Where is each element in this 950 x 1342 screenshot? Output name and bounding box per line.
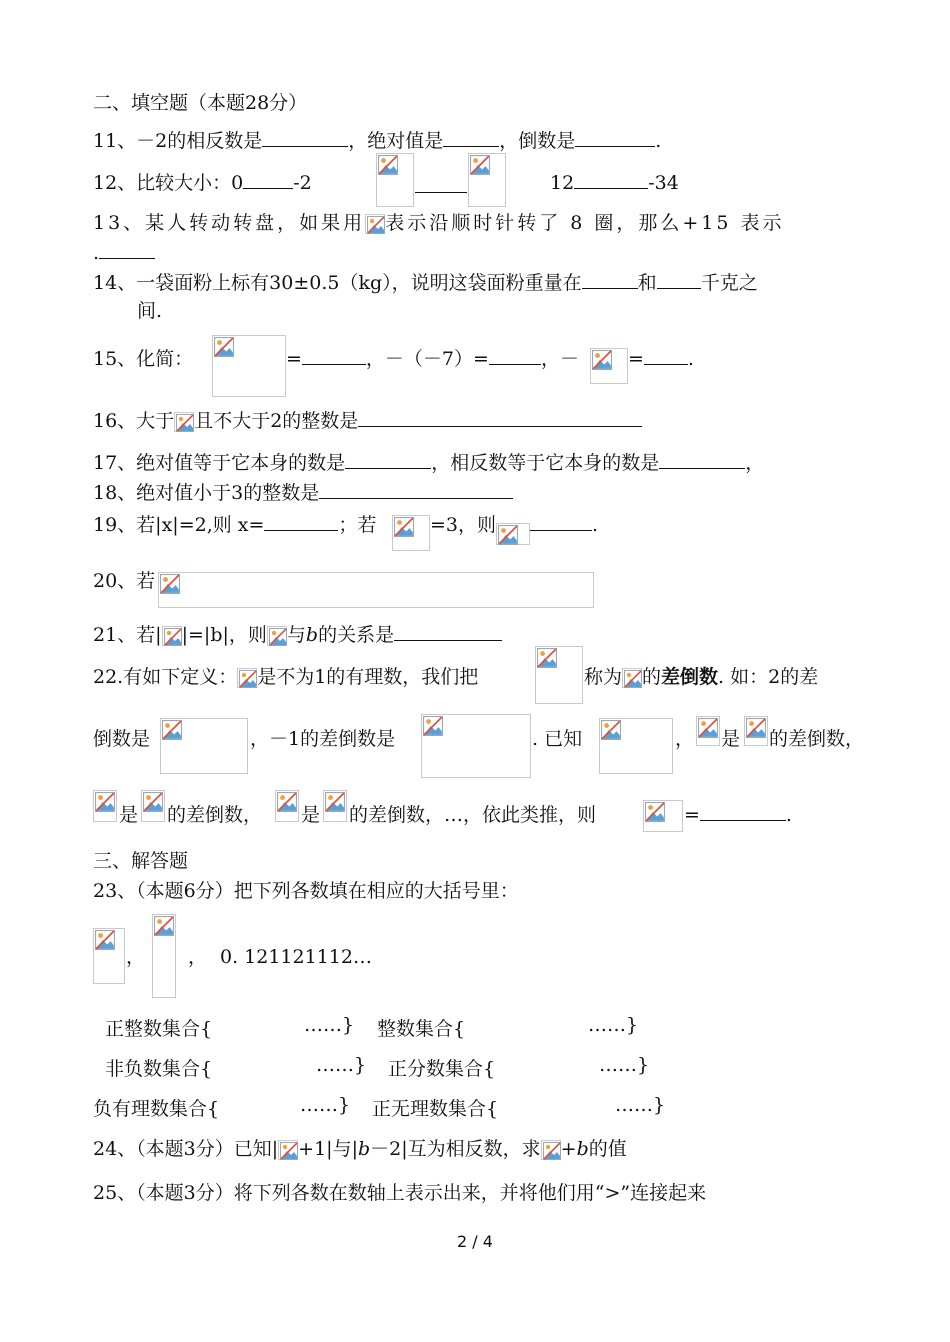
answer-blank[interactable]: [358, 408, 642, 427]
question-22-line2e: 是: [721, 728, 741, 750]
answer-blank[interactable]: [302, 346, 366, 365]
broken-image-icon: [365, 214, 385, 234]
broken-image-icon: [744, 716, 768, 746]
question-21: 21、若| |=|b|，则 与b的关系是: [93, 622, 502, 648]
answer-blank[interactable]: [489, 346, 541, 365]
question-22-line2c: . 已知: [532, 728, 583, 750]
number-value: 0. 121121112…: [220, 946, 372, 968]
question-22-line2: 倒数是: [93, 728, 151, 750]
question-23: 23、（本题6分）把下列各数填在相应的大括号里：: [93, 880, 519, 902]
answer-blank[interactable]: [345, 450, 431, 469]
broken-image-icon: [496, 523, 530, 545]
broken-image-icon: [275, 790, 299, 822]
set-positive-fractions-end: ……}: [599, 1054, 650, 1076]
section-3-title: 三、解答题: [93, 850, 189, 872]
question-15-end: = .: [628, 348, 694, 370]
broken-image-icon: [174, 412, 194, 432]
broken-image-icon: [267, 626, 287, 646]
set-negative-rationals: 负有理数集合{: [93, 1098, 220, 1120]
answer-blank[interactable]: [243, 170, 293, 189]
broken-image-icon: [160, 718, 248, 774]
answer-blank[interactable]: [262, 128, 348, 147]
question-22-line3d: 的差倒数，…，依此类推，则: [349, 804, 597, 826]
set-integers-end: ……}: [588, 1014, 639, 1036]
broken-image-icon: [152, 914, 176, 998]
question-25: 25、（本题3分）将下列各数在数轴上表示出来，并将他们用“>”连接起来: [93, 1182, 707, 1204]
page-number: 2 / 4: [457, 1232, 493, 1251]
broken-image-icon: [622, 668, 642, 688]
broken-image-icon: [93, 790, 117, 822]
question-20: 20、若: [93, 570, 156, 592]
question-11: 11、－2的相反数是 ，绝对值是 ，倒数是 .: [93, 130, 662, 152]
broken-image-icon: [376, 153, 414, 207]
answer-blank[interactable]: [657, 270, 701, 289]
answer-blank[interactable]: [574, 170, 648, 189]
question-19-end: .: [530, 512, 598, 538]
broken-image-icon: [392, 515, 430, 551]
answer-blank[interactable]: [582, 270, 638, 289]
broken-image-icon: [93, 928, 125, 984]
set-integers: 整数集合{: [377, 1018, 466, 1040]
question-22-line3b: 的差倒数，: [167, 804, 263, 826]
broken-image-icon: [599, 718, 673, 774]
question-22-line3c: 是: [301, 804, 321, 826]
answer-blank[interactable]: [443, 128, 499, 147]
set-non-negative-end: ……}: [316, 1054, 367, 1076]
question-13: 13、某人转动转盘，如果用 表示沿顺时针转了 8 圈，那么+15 表示: [93, 212, 785, 234]
answer-blank[interactable]: [700, 802, 786, 821]
question-13-cont: .: [93, 240, 155, 266]
answer-blank[interactable]: [659, 450, 745, 469]
answer-blank[interactable]: [99, 240, 155, 259]
question-22-cont: 称为 的差倒数. 如：2的差: [584, 666, 819, 688]
broken-image-icon: [643, 800, 683, 832]
question-15-label: 15、化简：: [93, 348, 194, 370]
separator: ，: [188, 946, 208, 968]
question-18: 18、绝对值小于3的整数是: [93, 480, 513, 506]
broken-image-icon: [158, 572, 594, 608]
broken-image-icon: [696, 716, 720, 746]
broken-image-icon: [237, 668, 257, 688]
set-positive-fractions: 正分数集合{: [388, 1058, 496, 1080]
question-22-line2b: ，－1的差倒数是: [250, 728, 396, 750]
broken-image-icon: [541, 1140, 561, 1160]
section-2-title: 二、填空题（本题28分）: [93, 92, 308, 114]
question-19-mid: =3，则: [430, 514, 497, 536]
question-22: 22.有如下定义： 是不为1的有理数，我们把: [93, 666, 479, 688]
question-17: 17、绝对值等于它本身的数是 ，相反数等于它本身的数是 ，: [93, 452, 765, 474]
set-positive-integers: 正整数集合{: [105, 1018, 213, 1040]
question-14: 14、一袋面粉上标有30±0.5（kg），说明这袋面粉重量在 和 千克之: [93, 272, 758, 294]
broken-image-icon: [590, 348, 628, 384]
question-24: 24、（本题3分）已知| +1|与|b－2|互为相反数，求 +b的值: [93, 1138, 627, 1160]
broken-image-icon: [212, 335, 286, 397]
question-15: = ，－（－7）= ，－: [286, 348, 579, 370]
broken-image-icon: [535, 646, 583, 704]
question-12-part2: 12 -34: [550, 172, 679, 194]
answer-blank[interactable]: [394, 622, 502, 641]
set-non-negative: 非负数集合{: [105, 1058, 213, 1080]
set-positive-irrationals: 正无理数集合{: [372, 1098, 499, 1120]
set-negative-rationals-end: ……}: [300, 1094, 351, 1116]
answer-blank[interactable]: [644, 346, 688, 365]
broken-image-icon: [162, 626, 182, 646]
question-12: 12、比较大小：0 -2: [93, 172, 312, 194]
question-19: 19、若|x|=2,则 x= ；若: [93, 514, 377, 536]
question-22-line2d: ，: [675, 728, 695, 750]
question-22-line3e: = .: [684, 804, 792, 826]
answer-blank[interactable]: [264, 512, 338, 531]
broken-image-icon: [323, 790, 347, 822]
answer-blank[interactable]: [530, 512, 592, 531]
set-positive-irrationals-end: ……}: [615, 1094, 666, 1116]
set-positive-integers-end: ……}: [304, 1014, 355, 1036]
question-16: 16、大于 且不大于2的整数是: [93, 408, 642, 434]
question-22-line3a: 是: [119, 804, 139, 826]
broken-image-icon: [421, 714, 531, 778]
separator: ，: [126, 946, 146, 968]
broken-image-icon: [468, 153, 506, 207]
broken-image-icon: [278, 1140, 298, 1160]
broken-image-icon: [141, 790, 165, 822]
answer-blank[interactable]: [319, 480, 513, 499]
answer-blank[interactable]: [415, 174, 467, 193]
answer-blank[interactable]: [575, 128, 655, 147]
question-22-line2f: 的差倒数，: [769, 728, 865, 750]
question-14-cont: 间.: [137, 300, 163, 322]
